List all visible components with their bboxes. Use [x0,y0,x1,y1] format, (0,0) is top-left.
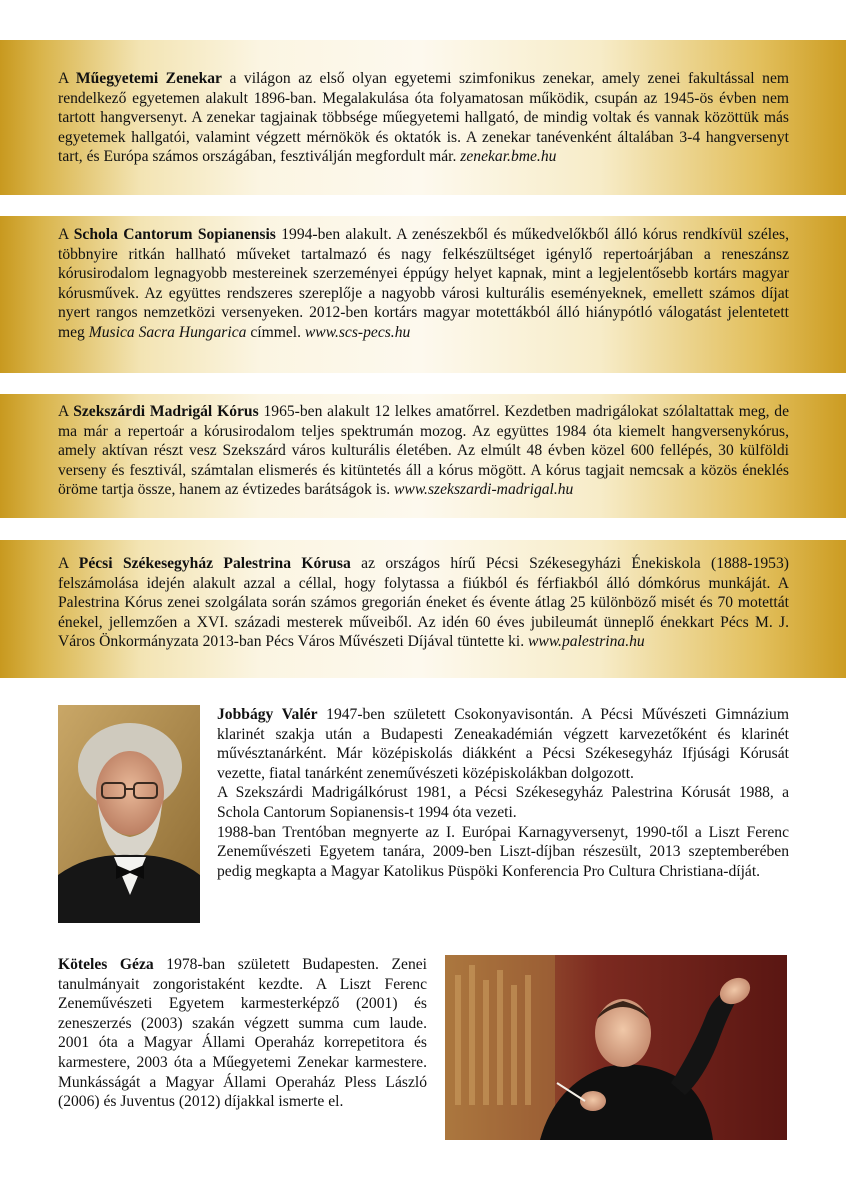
section-url[interactable]: www.palestrina.hu [528,633,645,651]
section-schola: A Schola Cantorum Sopianensis 1994-ben alakult. A zenészekből és műkedvelőkből álló kórus rendkívül széles, többnyire ritkán hallható műveket tartalmazó és nagy felkészültséget igénylő repertoárjában a reneszánsz kórusirodalom legnagyobb mestereinek szerzeményei éppúgy helyet kapnak, mint a legjelentősebb kortárs magyar kórusművek. Az együttes rendszeres szereplője a nagyobb városi kulturális eseményeknek, emellett számos díjat nyert rangos nemzetközi versenyeken. 2012-ben kortárs magyar motettákból álló hiánypótló válogatást jelentetett meg Musica Sacra Hungarica címmel. www.scs-pecs.hu [58,226,789,341]
section-title: Pécsi Székesegyház Palestrina Kórusa [78,555,351,572]
bio-koteles [58,955,427,1112]
section-url[interactable]: www.szekszardi-madrigal.hu [394,481,574,499]
section-title: Szekszárdi Madrigál Kórus [73,403,259,420]
bio-paragraph [217,705,789,783]
section-url[interactable]: zenekar.bme.hu [460,148,557,166]
section-madrigal: A Szekszárdi Madrigál Kórus 1965-ben alakult 12 lelkes amatőrrel. Kezdetben madrigálokat szólaltattak meg, de ma már a repertoár a kórusirodalom teljes spektrumán mozog. Az együttes 1984 óta kiemelt hangversenykórus, amely aktívan részt vesz Szekszárd város kulturális életében. Az elmúlt 48 évben közel 600 fellépés, 30 külföldi verseny és fesztivál, számtalan elismerés és kitüntetés áll a kórus mögött. A kórus tagjait nemcsak a közös éneklés öröme tartja össze, hanem az évtizedes barátságok is. www.szekszardi-madrigal.hu [58,403,789,499]
bio-text: 1947-ben született Csokonyavisontán. A Pécsi Művészeti Gimnázium klarinét szakja után a Budapesti Zeneakadémián végzett karvezetőként és klarinét művésztanárként. Már középiskolás diákként a Pécsi Székesegyház Ifjúsági Kórusát vezette, fiatal tanárként zeneművészeti középiskolákban dolgozott. [217,706,789,782]
section-text: a világon az első olyan egyetemi szimfonikus zenekar, amely zenei fakultással nem rendelkező egyetemen alakult 1896-ban. Megalakulása óta folyamatosan működik, csupán az 1945-ös évben nem tartott hangversenyt. A zenekar tagjainak többsége műegyetemi hallgató, de mindig voltak és vannak közöttük más egyetemek hallgatói, valamint végzett mérnökök és oktatók is. A zenekar tanévenként általában 3-4 hangversenyt tart, és Európa számos országában, fesztiválján megfordult már. [58,70,789,166]
bio-name: Jobbágy Valér [217,706,318,723]
section-text: 1994-ben alakult. A zenészekből és műkedvelőkből álló kórus rendkívül széles, többnyire ritkán hallható műveket tartalmazó és nagy felkészültséget igénylő repertoárjában a reneszánsz kórusirodalom legnagyobb mestereinek szerzeményei éppúgy helyet kapnak, mint a legjelentősebb kortárs magyar kórusművek. Az együttes rendszeres szereplője a nagyobb városi kulturális eseményeknek, emellett számos díjat nyert rangos nemzetközi versenyeken. 2012-ben kortárs magyar motettákból álló hiánypótló válogatást jelentetett meg [58,226,789,341]
jobbagy-photo [58,705,200,923]
bio-jobbagy [217,705,789,881]
bio-paragraph: 1988-ban Trentóban megnyerte az I. Európai Karnagyversenyt, 1990-től a Liszt Ferenc Zeneművészeti Egyetem tanára, 2009-ben Liszt-díjban részesült, 2013 szeptemberében pedig megkapta a Magyar Katolikus Püspöki Konferencia Pro Cultura Christiana-díját. [217,823,789,880]
section-text: 1965-ben alakult 12 lelkes amatőrrel. Kezdetben madrigálokat szólaltattak meg, de ma már a repertoár a kórusirodalom teljes spektrumán mozog. Az együttes 1984 óta kiemelt hangversenykórus, amely aktívan részt vesz Szekszárd város kulturális életében. Az elmúlt 48 évben közel 600 fellépés, 30 külföldi verseny és fesztivál, számtalan elismerés és kitüntetés áll a kórus mögött. A kórus tagjait nemcsak a közös éneklés öröme tartja össze, hanem az évtizedes barátságok is. [58,403,789,499]
section-title: Műegyetemi Zenekar [75,70,222,87]
koteles-photo [445,955,787,1140]
bio-name: Köteles Géza [58,956,154,973]
section-palestrina: A Pécsi Székesegyház Palestrina Kórusa az országos hírű Pécsi Székesegyházi Énekiskola (1888-1953) felszámolása idején alakult azzal a céllal, hogy folytassa a fiúkból és férfiakból álló dómkórus munkáját. A Palestrina Kórus zenei szolgálata során számos gregorián éneket és évente átlag 25 különböző misét és 70 motettát énekel, jellemzően a XVI. századi mesterek műveiből. Az idén 60 éves jubileumát ünneplő énekkart Pécs M. J. Város Önkormányzata 2013-ban Pécs Város Művészeti Díjával tüntette ki. www.palestrina.hu [58,555,789,651]
section-text-end: címmel. [250,323,301,341]
album-title: Musica Sacra Hungarica [88,323,247,341]
section-zenekar: A Műegyetemi Zenekar a világon az első olyan egyetemi szimfonikus zenekar, amely zenei fakultással nem rendelkező egyetemen alakult 1896-ban. Megalakulása óta folyamatosan működik, csupán az 1945-ös évben nem tartott hangversenyt. A zenekar tagjainak többsége műegyetemi hallgató, de mindig voltak és vannak közöttük más egyetemek hallgatói, valamint végzett mérnökök és oktatók is. A zenekar tanévenként általában 3-4 hangversenyt tart, és Európa számos országában, fesztiválján megfordult már. zenekar.bme.hu [58,70,789,166]
bio-text: 1978-ban született Budapesten. Zenei tanulmányait zongoristaként kezdte. A Liszt Ferenc Zeneművészeti Egyetem karmesterképző (2001) és zeneszerzés (2003) szakán végzett summa cum laude. 2001 óta a Magyar Állami Operaház korrepetitora és karmestere, 2003 óta a Műegyetemi Zenekar karmestere. Munkásságát a Magyar Állami Operaház Pless László (2006) és Juventus (2012) díjakkal ismerte el. [58,956,427,1111]
section-title: Schola Cantorum Sopianensis [73,226,276,243]
section-url[interactable]: www.scs-pecs.hu [304,323,411,341]
bio-paragraph: A Szekszárdi Madrigálkórust 1981, a Pécsi Székesegyház Palestrina Kórusát 1988, a Schola Cantorum Sopianensis-t 1994 óta vezeti. [217,784,789,821]
section-text: az országos hírű Pécsi Székesegyházi Énekiskola (1888-1953) felszámolása idején alakult azzal a céllal, hogy folytassa a fiúkból és férfiakból álló dómkórus munkáját. A Palestrina Kórus zenei szolgálata során számos gregorián éneket és évente átlag 25 különböző misét és 70 motettát énekel, jellemzően a XVI. századi mesterek műveiből. Az idén 60 éves jubileumát ünneplő énekkart Pécs M. J. Város Önkormányzata 2013-ban Pécs Város Művészeti Díjával tüntette ki. [58,555,789,651]
